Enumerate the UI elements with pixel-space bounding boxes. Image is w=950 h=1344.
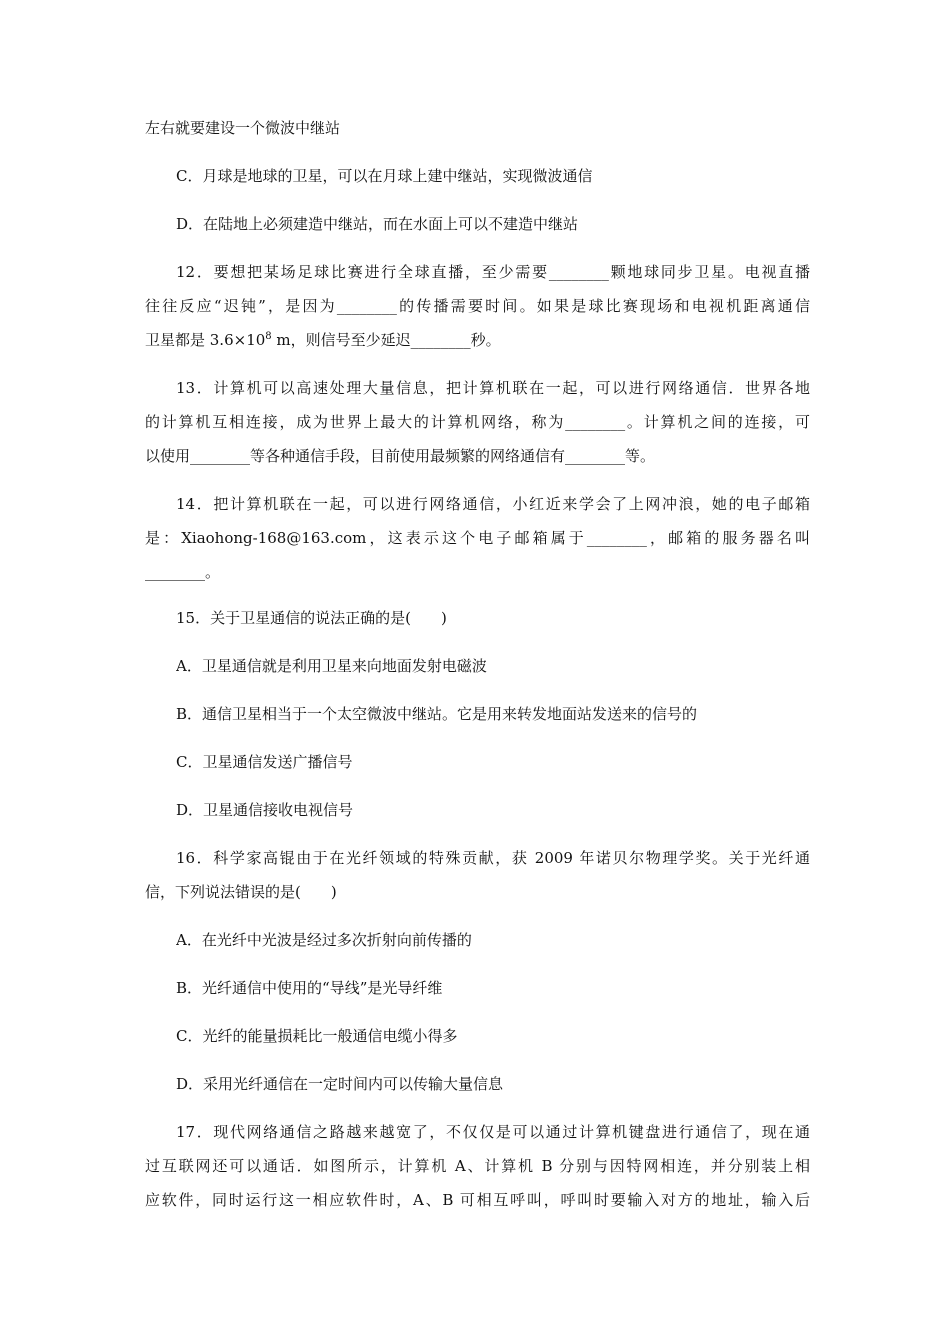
question-13-line-2: 的计算机互相连接，成为世界上最大的计算机网络，称为________。计算机之间的连接，可 — [145, 413, 810, 431]
option-a-q16: A．在光纤中光波是经过多次折射向前传播的 — [176, 931, 472, 949]
option-b-q15: B．通信卫星相当于一个太空微波中继站。它是用来转发地面站发送来的信号的 — [176, 705, 698, 723]
question-16-line-1: 16．科学家高锟由于在光纤领域的特殊贡献，获 2009 年诺贝尔物理学奖。关于光纤通 — [176, 849, 810, 867]
question-16-line-2: 信，下列说法错误的是( ) — [145, 883, 337, 901]
option-d-q15: D．卫星通信接收电视信号 — [176, 801, 354, 819]
question-14-line-3: ________。 — [145, 563, 221, 581]
option-a-q15: A．卫星通信就是利用卫星来向地面发射电磁波 — [176, 657, 487, 675]
question-17-line-1: 17．现代网络通信之路越来越宽了，不仅仅是可以通过计算机键盘进行通信了，现在通 — [176, 1123, 810, 1141]
question-13-line-1: 13．计算机可以高速处理大量信息，把计算机联在一起，可以进行网络通信．世界各地 — [176, 379, 810, 397]
option-d-q11: D．在陆地上必须建造中继站，而在水面上可以不建造中继站 — [176, 215, 579, 233]
question-12-line-3 — [145, 330, 810, 350]
text-line-continuation: 左右就要建设一个微波中继站 — [145, 119, 341, 137]
exponent-superscript: 8 — [265, 331, 272, 342]
option-c-q15: C．卫星通信发送广播信号 — [176, 753, 353, 771]
option-c-q11: C．月球是地球的卫星，可以在月球上建中继站，实现微波通信 — [176, 167, 593, 185]
question-12-line-3-part-b: m，则信号至少延迟________秒。 — [271, 331, 501, 349]
question-17-line-2: 过互联网还可以通话．如图所示，计算机 A、计算机 B 分别与因特网相连，并分别装上相 — [145, 1157, 810, 1175]
option-c-q16: C．光纤的能量损耗比一般通信电缆小得多 — [176, 1027, 458, 1045]
question-12-line-1: 12．要想把某场足球比赛进行全球直播，至少需要________颗地球同步卫星。电视直播 — [176, 263, 810, 281]
option-d-q16: D．采用光纤通信在一定时间内可以传输大量信息 — [176, 1075, 504, 1093]
question-13-line-3: 以使用________等各种通信手段，目前使用最频繁的网络通信有________等。 — [145, 447, 656, 465]
question-15-stem: 15．关于卫星通信的说法正确的是( ) — [176, 609, 447, 627]
question-14-line-2: 是：Xiaohong-168@163.com，这表示这个电子邮箱属于________，邮箱的服务器名叫 — [145, 529, 810, 547]
question-14-line-1: 14．把计算机联在一起，可以进行网络通信，小红近来学会了上网冲浪，她的电子邮箱 — [176, 495, 810, 513]
question-12-line-2: 往往反应“迟钝”，是因为________的传播需要时间。如果是球比赛现场和电视机距离通信 — [145, 297, 810, 315]
question-12-line-3-part-a: 卫星都是 3.6×10 — [145, 331, 266, 349]
option-b-q16: B．光纤通信中使用的“导线”是光导纤维 — [176, 979, 443, 997]
question-17-line-3: 应软件，同时运行这一相应软件时，A、B 可相互呼叫，呼叫时要输入对方的地址，输入后 — [145, 1191, 810, 1209]
